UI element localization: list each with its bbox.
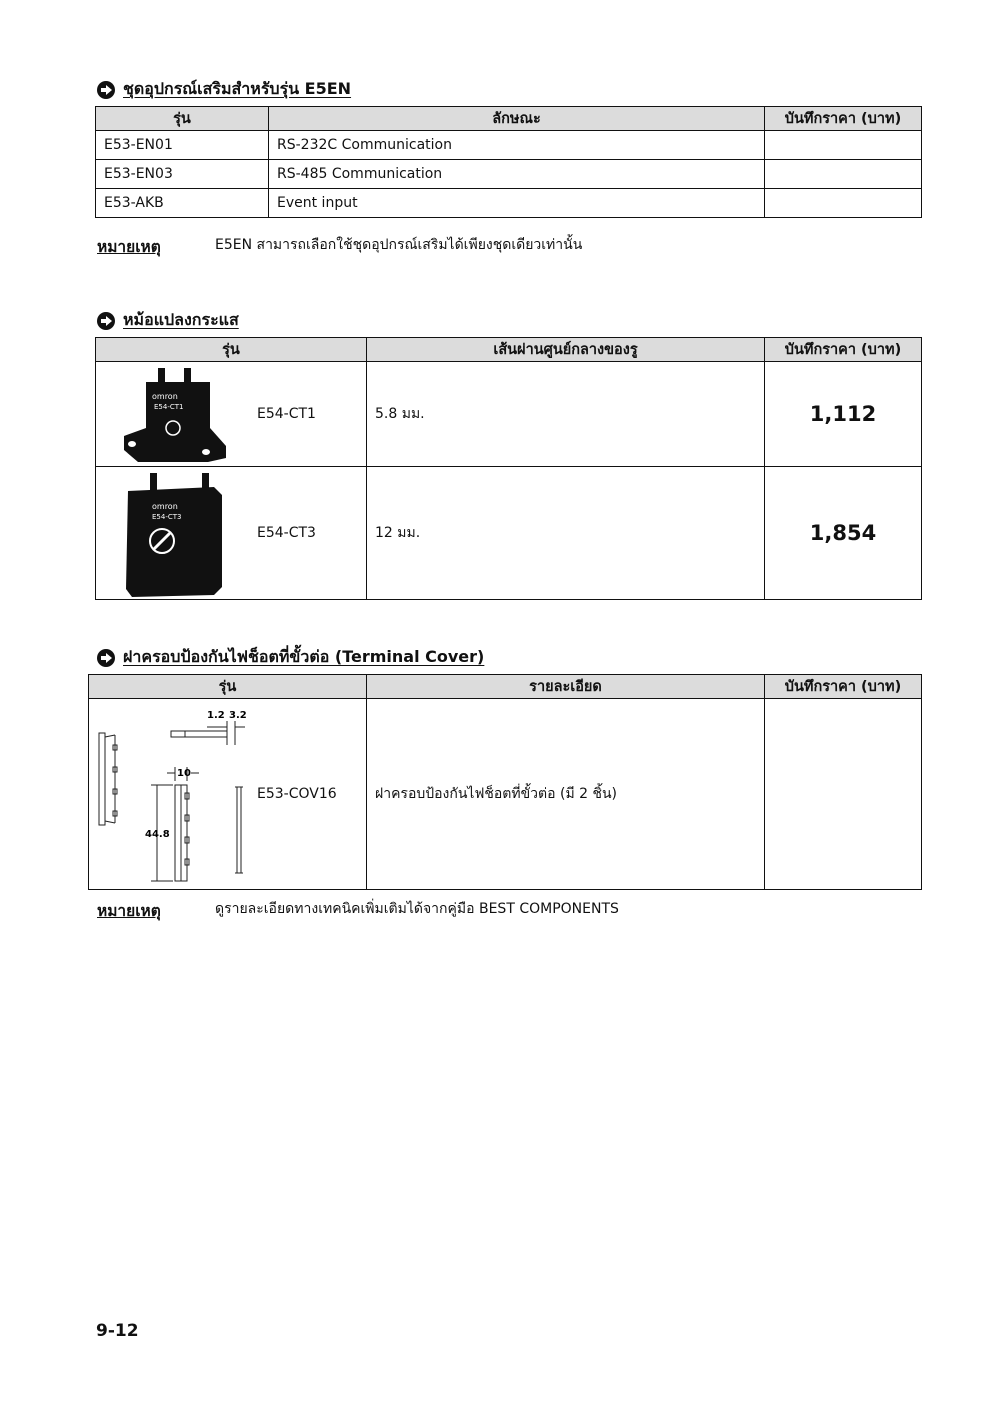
price-cell: 1,854 (765, 467, 922, 600)
svg-text:omron: omron (152, 502, 178, 511)
options-table (95, 106, 922, 218)
col-header-price: บันทึกราคา (บาท) (765, 675, 922, 699)
price-cell (765, 699, 922, 890)
ct-table (95, 337, 922, 600)
col-header-model: รุ่น (89, 675, 367, 699)
svg-text:44.8: 44.8 (145, 829, 170, 840)
price-cell (765, 160, 922, 189)
col-header-detail: รายละเอียด (367, 675, 765, 699)
table-row (96, 189, 922, 218)
model-cell: E53-AKB (96, 189, 269, 218)
col-header-feature: ลักษณะ (269, 107, 765, 131)
section-heading-options: ชุดอุปกรณ์เสริมสำหรับรุ่น E5EN (97, 77, 351, 102)
svg-text:1.2: 1.2 (207, 710, 225, 721)
table-row (96, 467, 922, 600)
price-cell (765, 131, 922, 160)
svg-text:10: 10 (177, 768, 191, 779)
svg-text:3.2: 3.2 (229, 710, 247, 721)
svg-text:omron: omron (152, 392, 178, 401)
price-cell (765, 189, 922, 218)
ct1-image (118, 366, 228, 464)
note-options: หมายเหตุ E5EN สามารถเลือกใช้ชุดอุปกรณ์เสริมได้เพียงชุดเดียวเท่านั้น (97, 234, 582, 259)
detail-cell: ฝาครอบป้องกันไฟช็อตที่ขั้วต่อ (มี 2 ชิ้น) (367, 699, 765, 890)
ct3-image (122, 469, 226, 599)
table-header-row (89, 675, 922, 699)
terminal-cover-table (88, 674, 922, 890)
feature-cell: RS-485 Communication (269, 160, 765, 189)
table-header-row (96, 338, 922, 362)
model-cell: omron E54-CT1 E54-CT1 (96, 362, 367, 467)
terminal-cover-drawing (95, 705, 255, 887)
diameter-cell: 5.8 มม. (367, 362, 765, 467)
table-row (89, 699, 922, 890)
table-header-row (96, 107, 922, 131)
section-heading-terminal-cover: ฝาครอบป้องกันไฟช็อตที่ขั้วต่อ (Terminal Cover) (97, 645, 484, 670)
note-text: ดูรายละเอียดทางเทคนิคเพิ่มเติมได้จากคู่มือ BEST COMPONENTS (215, 901, 619, 917)
col-header-price: บันทึกราคา (บาท) (765, 107, 922, 131)
feature-cell: Event input (269, 189, 765, 218)
table-row (96, 131, 922, 160)
arrow-bullet-icon (97, 312, 115, 330)
col-header-price: บันทึกราคา (บาท) (765, 338, 922, 362)
model-cell: 1.2 3.2 10 44.8 E53-COV16 (89, 699, 367, 890)
section-heading-ct: หม้อแปลงกระแส (97, 308, 239, 333)
arrow-bullet-icon (97, 81, 115, 99)
model-cell: omron E54-CT3 E54-CT3 (96, 467, 367, 600)
feature-cell: RS-232C Communication (269, 131, 765, 160)
page-number: 9-12 (96, 1321, 139, 1341)
table-row (96, 362, 922, 467)
price-cell: 1,112 (765, 362, 922, 467)
svg-text:E54-CT1: E54-CT1 (154, 403, 184, 411)
table-row (96, 160, 922, 189)
model-cell: E53-EN01 (96, 131, 269, 160)
arrow-bullet-icon (97, 649, 115, 667)
col-header-model: รุ่น (96, 107, 269, 131)
note-text: E5EN สามารถเลือกใช้ชุดอุปกรณ์เสริมได้เพียงชุดเดียวเท่านั้น (215, 237, 583, 253)
svg-text:E54-CT3: E54-CT3 (152, 513, 182, 521)
col-header-model: รุ่น (96, 338, 367, 362)
diameter-cell: 12 มม. (367, 467, 765, 600)
model-cell: E53-EN03 (96, 160, 269, 189)
note-terminal-cover: หมายเหตุ ดูรายละเอียดทางเทคนิคเพิ่มเติมได้จากคู่มือ BEST COMPONENTS (97, 898, 619, 923)
col-header-diameter: เส้นผ่านศูนย์กลางของรู (367, 338, 765, 362)
